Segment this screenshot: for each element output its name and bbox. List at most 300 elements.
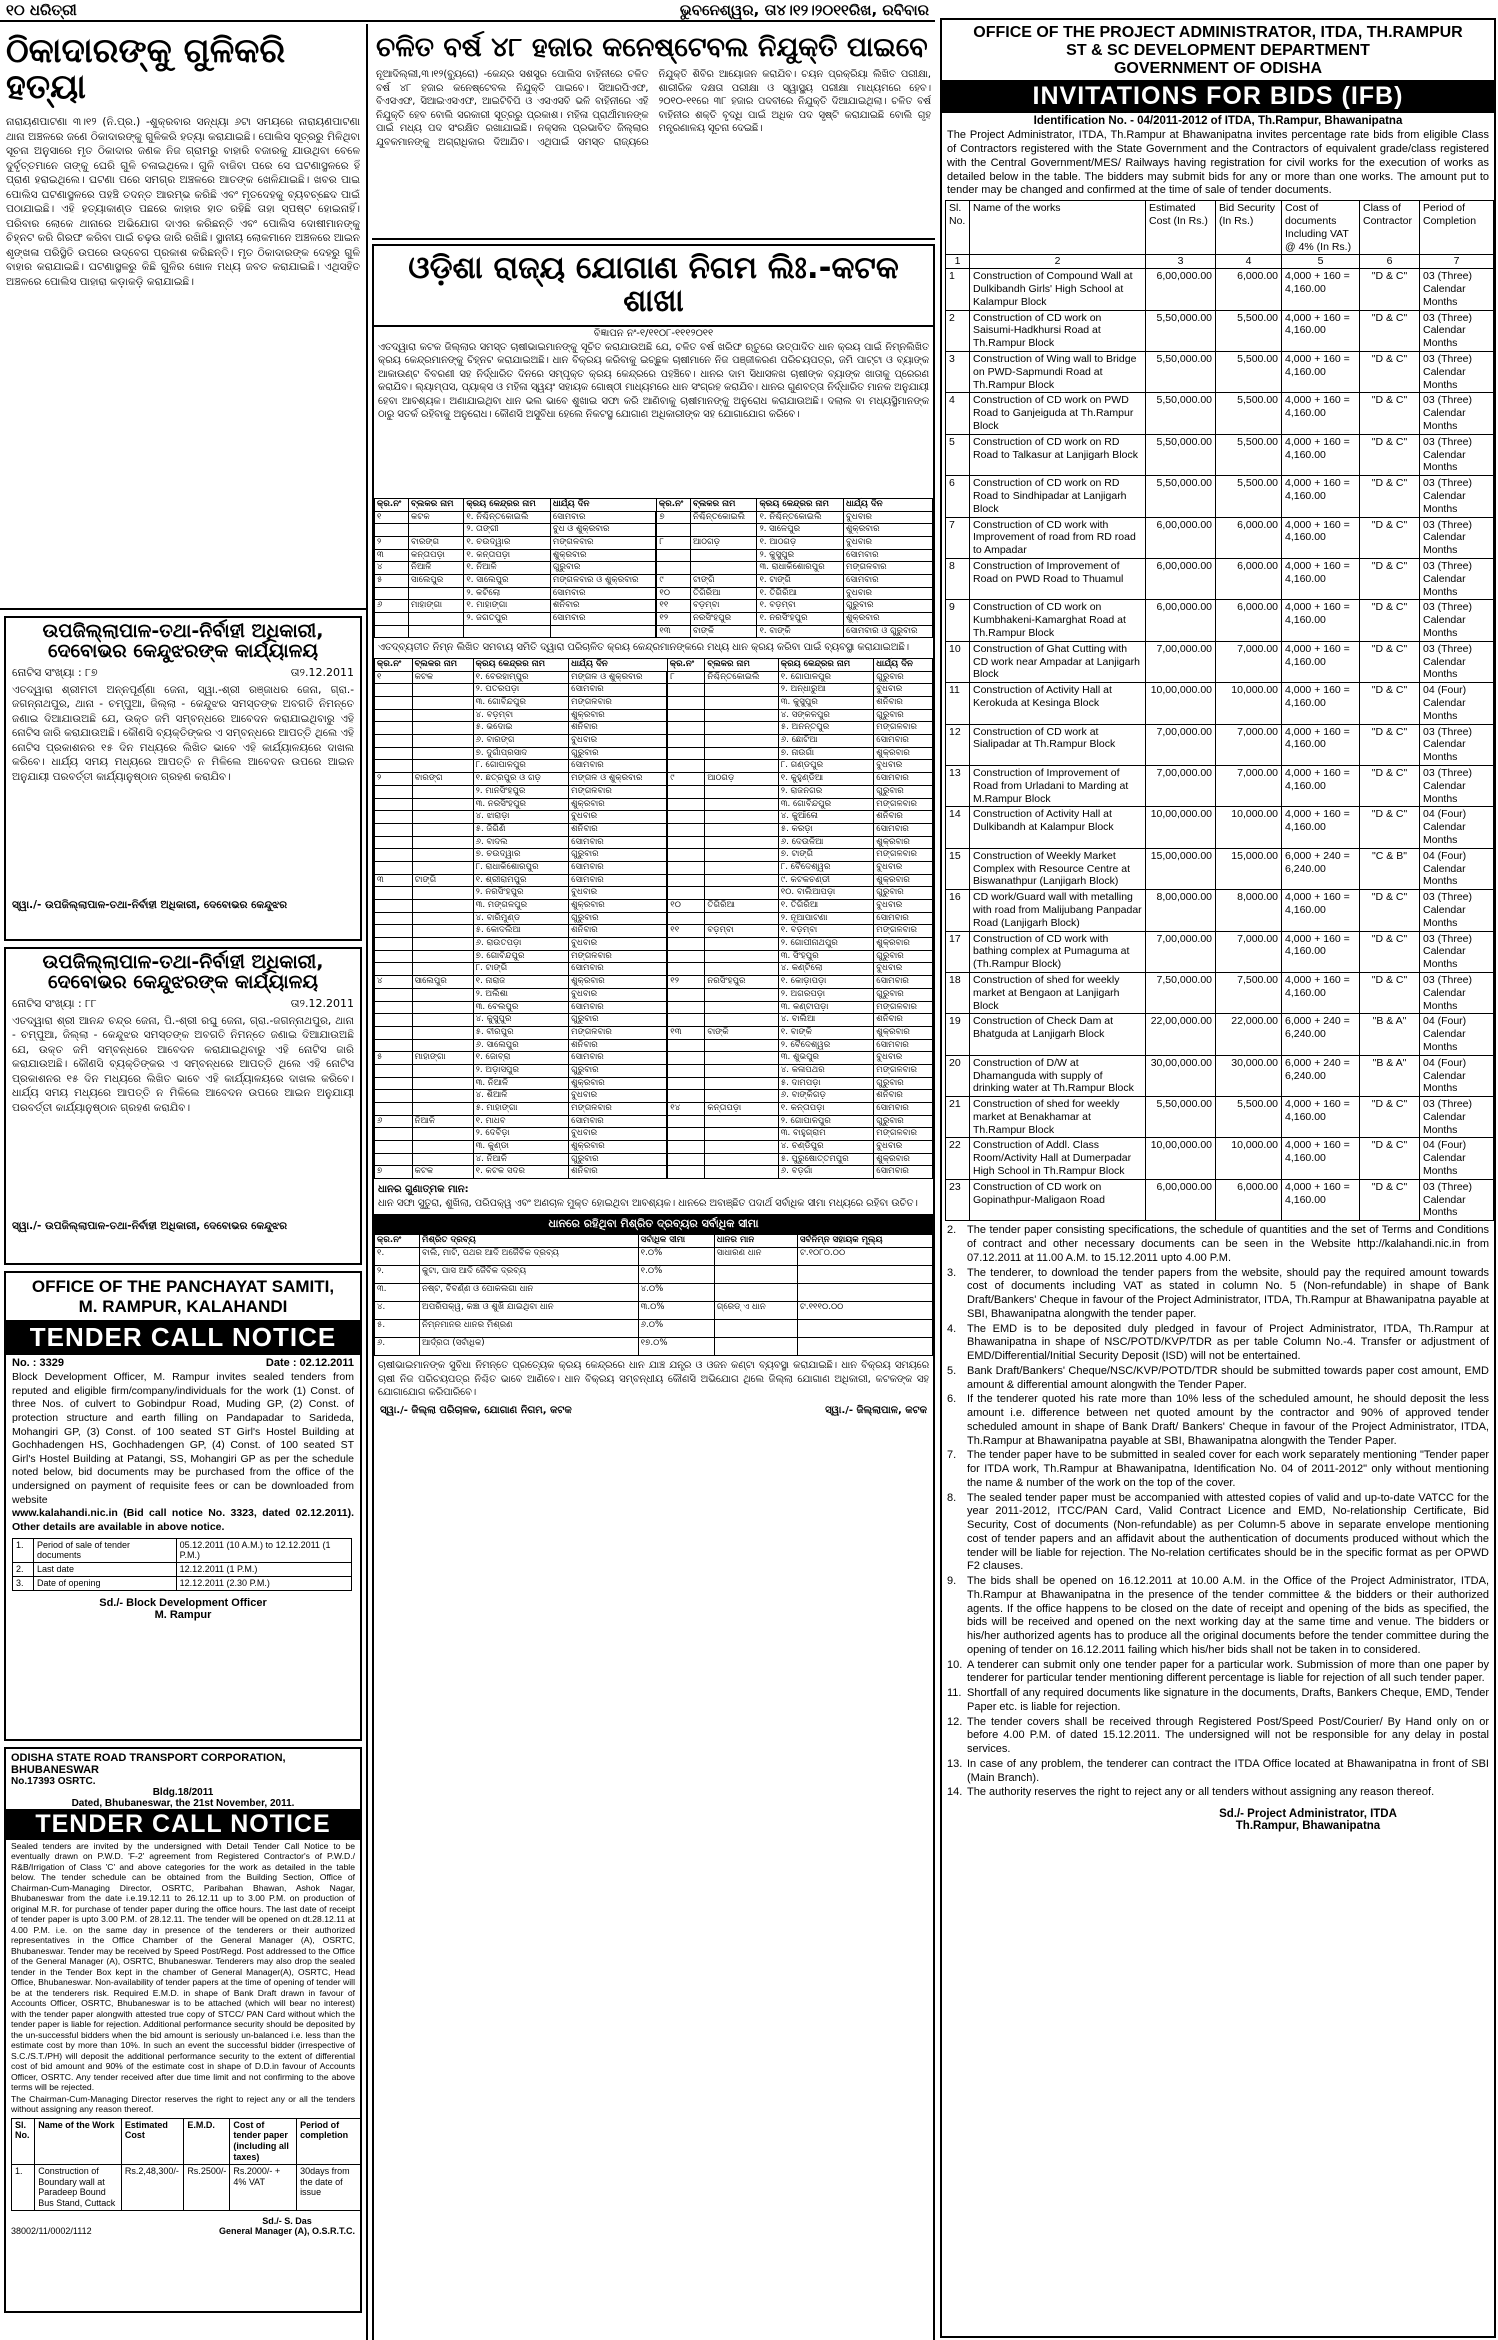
corp-t1-cell: ବାରଙ୍ଗ (409, 536, 464, 549)
corp-t2-row (375, 747, 933, 760)
corp-t2-cell: ଗୁରୁବାର (569, 849, 668, 862)
ifb-col-number: 6 (1360, 255, 1420, 269)
corp-t2-cell: ୧. କନ୍ତାପଡ଼ା (778, 1103, 874, 1116)
corp-t2-cell: ୭ (375, 1166, 413, 1179)
ifb-condition (947, 1393, 1489, 1448)
corp-t2-row (375, 785, 933, 798)
page-number: ୧୦ ଧରିତ୍ରୀ (6, 1, 77, 19)
corp-t2-cell: ୬ (375, 1115, 413, 1128)
corp-t3-cell: ଟ.୧୧୧୦.୦୦ (797, 1302, 932, 1320)
corp-t2-cell: ୧ (375, 671, 413, 684)
schedule-item: Period of sale of tender documents (34, 1538, 177, 1563)
corp-t2-row (375, 1052, 933, 1065)
ifb-row (946, 1138, 1494, 1179)
corp-t2-cell: ସୋମବାର (874, 1103, 933, 1116)
ifb-col-number: 1 (946, 255, 970, 269)
corp-t2-cell: ବାଙ୍କି (705, 1026, 778, 1039)
murder-story (0, 24, 366, 610)
corp-t1-cell: ୧. ଚଉଦ୍ୱାର (464, 536, 551, 549)
corp-t1-cell (375, 587, 409, 600)
ifb-bid-security: 7,000.00 (1216, 931, 1282, 972)
ifb-work-name: CD work/Guard wall with metalling with road from Malijubang Panpadar Road (Lanjigarh Block) (970, 890, 1146, 931)
corp-t3-cell: ଆର୍ଦ୍ରତା (ସର୍ବାଧିକ) (420, 1338, 639, 1356)
corp-t2-row (375, 1103, 933, 1116)
corp-t2-row (375, 925, 933, 938)
ifb-estimated-cost: 5,50,000.00 (1146, 310, 1216, 351)
corp-t2-header-cell: କ୍ରୟ କେନ୍ଦ୍ରର ନାମ (778, 658, 874, 671)
corp-t2-header-row (375, 658, 933, 671)
ifb-row (946, 1179, 1494, 1220)
corp-t2-cell: ଗୁରୁବାର (874, 887, 933, 900)
ifb-condition-number: 13. (947, 1757, 963, 1770)
corp-t3-cell (797, 1284, 932, 1302)
ifb-notice (940, 18, 1496, 2338)
murder-headline: ଠିକାଦାରଙ୍କୁ ଗୁଳିକରି ହତ୍ୟା (6, 31, 286, 107)
ifb-estimated-cost: 10,00,000.00 (1146, 683, 1216, 724)
ifb-period: 03 (Three) Calendar Months (1420, 559, 1494, 600)
corp-table3-title: ଧାନରେ ରହିଥିବା ମିଶ୍ରିତ ଦ୍ରବ୍ୟର ସର୍ବାଧିକ ସୀମା (374, 1214, 933, 1234)
osrtc-header-cell: Name of the Work (35, 2118, 122, 2164)
ifb-condition-number: 6. (947, 1393, 957, 1406)
corp-t3-cell: ସାଧାରଣ ଧାନ (714, 1248, 797, 1266)
corp-t1-header-cell: ବ୍ଲକର ନାମ (409, 498, 464, 511)
sdo-notice-2 (4, 947, 362, 1265)
corp-t2-cell (412, 747, 473, 760)
corp-t2-cell: ବଡ଼ମ୍ବା (705, 925, 778, 938)
corp-t3-cell: ନଷ୍ଟ, ବିବର୍ଣ୍ଣ ଓ ପୋକଲଗା ଧାନ (420, 1284, 639, 1302)
corp-t2-cell (667, 1052, 705, 1065)
corp-t2-cell (375, 1103, 413, 1116)
corp-t1-cell: ମଙ୍ଗଳବାର ଓ ଶୁକ୍ରବାର (550, 575, 656, 588)
corp-t1-cell: ବୁଧବାର (844, 587, 933, 600)
ifb-bid-security: 6,000.00 (1216, 517, 1282, 558)
ifb-estimated-cost: 6,00,000.00 (1146, 600, 1216, 641)
corp-t2-cell: ୮. ଗଣ୍ଡପୁର (778, 760, 874, 773)
corp-t2-cell: ୩ (375, 874, 413, 887)
corp-t1-cell: ୧ (375, 511, 409, 524)
corp-t1-cell: ଶୁକ୍ରବାର (844, 613, 933, 626)
corp-t2-cell (705, 1064, 778, 1077)
corp-t2-cell (667, 684, 705, 697)
corp-t2-cell: ୭. ନାଉଗାଁ (778, 747, 874, 760)
corp-t2-cell: ନିଶ୍ଚିନ୍ତକୋଇଲି (705, 671, 778, 684)
corp-quality-table (374, 1234, 933, 1356)
corp-t2-cell (705, 1052, 778, 1065)
osrtc-header-cell: Cost of tender paper (including all taxes) (230, 2118, 297, 2164)
osrtc-cell: Rs.2500/- (184, 2164, 230, 2210)
corp-t2-cell (667, 735, 705, 748)
corp-t2-cell: ୬. ବାଙ୍କିଗଡ଼ (778, 1090, 874, 1103)
corp-t2-cell (705, 823, 778, 836)
corp-t3-cell: ୧. (375, 1248, 420, 1266)
corp-t2-cell (375, 836, 413, 849)
corp-t2-cell: ୧. କୁହୁଣ୍ଡିଆ (778, 773, 874, 786)
corp-t2-cell: ସୋମବାର (874, 1039, 933, 1052)
ifb-period: 03 (Three) Calendar Months (1420, 393, 1494, 434)
ifb-estimated-cost: 10,00,000.00 (1146, 807, 1216, 848)
ifb-sl: 6 (946, 476, 970, 517)
ifb-bid-security: 5,500.00 (1216, 393, 1282, 434)
ifb-period: 03 (Three) Calendar Months (1420, 434, 1494, 475)
corp-t2-cell (705, 785, 778, 798)
corp-t2-cell (667, 811, 705, 824)
osrtc-cell: Rs.2,48,300/- (121, 2164, 183, 2210)
ifb-sl: 21 (946, 1097, 970, 1138)
corp-t2-cell: ବୁଧବାର (874, 1141, 933, 1154)
corp-t2-cell (412, 950, 473, 963)
corp-t1-cell: ବାଙ୍କି (690, 625, 756, 638)
ifb-row (946, 1097, 1494, 1138)
corp-t2-cell (375, 1077, 413, 1090)
corp-t2-cell (705, 874, 778, 887)
ifb-row (946, 890, 1494, 931)
ifb-bid-security: 7,000.00 (1216, 765, 1282, 806)
ifb-period: 03 (Three) Calendar Months (1420, 931, 1494, 972)
ifb-doc-cost: 6,000 + 240 = 6,240.00 (1282, 848, 1360, 889)
ifb-doc-cost: 4,000 + 160 = 4,160.00 (1282, 1179, 1360, 1220)
corp-t2-cell: ଗୁରୁବାର (874, 1077, 933, 1090)
ifb-doc-cost: 4,000 + 160 = 4,160.00 (1282, 1138, 1360, 1179)
ifb-sl: 23 (946, 1179, 970, 1220)
corp-t2-cell: ମଙ୍ଗଳବାର (569, 697, 668, 710)
osrtc-bldg: Bldg.18/2011 (152, 1787, 214, 1798)
corp-t2-cell: ୧. ଗୋପାଳପୁର (778, 671, 874, 684)
corp-t2-row (375, 861, 933, 874)
corp-t2-cell (705, 747, 778, 760)
corp-t3-cell: ବାଲି, ମାଟି, ପଥର ଆଦି ଅଜୈବିକ ଦ୍ରବ୍ୟ (420, 1248, 639, 1266)
ifb-estimated-cost: 10,00,000.00 (1146, 1138, 1216, 1179)
corp-t2-header-cell: କ୍ର.ନଂ (667, 658, 705, 671)
corp-t2-cell (667, 988, 705, 1001)
corp-t3-cell: ୧.୦% (638, 1248, 714, 1266)
schedule-value: 05.12.2011 (10 A.M.) to 12.12.2011 (1 P.M.) (176, 1538, 351, 1563)
corp-t2-cell: ୪. କୁସୁପୁର (473, 1014, 569, 1027)
corp-t2-cell (412, 1128, 473, 1141)
ifb-office-2: ST & SC DEVELOPMENT DEPARTMENT (1066, 42, 1370, 59)
corp-t3-header-row (375, 1235, 933, 1248)
corp-t1-cell (409, 613, 464, 626)
corp-t2-row (375, 874, 933, 887)
corp-t2-cell: ସୋମବାର (874, 912, 933, 925)
corp-t2-cell (412, 1026, 473, 1039)
corp-t2-cell (667, 1166, 705, 1179)
corp-t3-row (375, 1320, 933, 1338)
corp-t2-cell: ୪. କୁଆଁଳୋ (778, 811, 874, 824)
ifb-condition-number: 2. (947, 1224, 957, 1237)
panchayat-office-1: OFFICE OF THE PANCHAYAT SAMITI, (31, 1277, 335, 1296)
corp-quality-text: ଧାନ ସଫା ସୁତୁରା, ଶୁଖିଲା, ପରିପକ୍ୱ ଏବଂ ଅଣଚାଳ ମୁକ୍ତ ହୋଇଥିବା ଆବଶ୍ୟକ। ଧାନରେ ଅବାଞ୍ଛିତ ପଦାର୍ଥ ସର୍ବାଧିକ ସୀମା ମଧ୍ୟରେ ରହିବା ଉଚିତ। (378, 1197, 918, 1209)
corp-t1-cell (690, 549, 756, 562)
sdo-notice-2-number: ନୋଟିସ ସଂଖ୍ୟା : ୮୮ (12, 996, 97, 1010)
ifb-estimated-cost: 30,00,000.00 (1146, 1055, 1216, 1096)
corp-t1-row (375, 587, 933, 600)
corp-t2-cell (705, 1077, 778, 1090)
corp-t2-cell (705, 697, 778, 710)
corp-t2-cell (667, 1039, 705, 1052)
ifb-doc-cost: 4,000 + 160 = 4,160.00 (1282, 600, 1360, 641)
corp-t1-cell: ସୋମବାର (550, 587, 656, 600)
ifb-row (946, 517, 1494, 558)
ifb-row (946, 476, 1494, 517)
ifb-condition-text: A tenderer can submit only one tender paper for a particular work. Submission of more than one paper by tenderer for particular tender mentioning different percentage is liable for rejection of all such tender paper. (967, 1658, 1489, 1685)
corp-t2-cell: ୬. ବାଦଲ (473, 836, 569, 849)
corp-t1-cell: ୧୩ (656, 625, 690, 638)
corp-t2-row (375, 887, 933, 900)
corp-t2-cell: ୧. ମାଧବ (473, 1115, 569, 1128)
corp-t1-cell: ସୋମବାର (844, 575, 933, 588)
corp-t2-cell (375, 747, 413, 760)
corp-t2-cell: ୧. ବଡ଼ମ୍ବା (778, 925, 874, 938)
corp-t2-cell: ୩. କୁସୁପୁର (778, 697, 874, 710)
corp-t2-cell: ଶନିବାର (569, 1166, 668, 1179)
corp-t2-cell: ୧. ବାଙ୍କି (778, 1026, 874, 1039)
corp-t2-cell: ୨. ପତରପଡ଼ା (473, 684, 569, 697)
corp-t2-cell (667, 760, 705, 773)
corp-t2-row (375, 1001, 933, 1014)
corp-t2-cell (375, 798, 413, 811)
corp-t2-cell: ଶନିବାର (569, 823, 668, 836)
ifb-period: 03 (Three) Calendar Months (1420, 972, 1494, 1013)
corp-t2-cell (412, 684, 473, 697)
corp-t2-cell: ୩. ନରସିଂହପୁର (473, 798, 569, 811)
osrtc-row (12, 2164, 361, 2210)
corp-t2-cell (375, 950, 413, 963)
osrtc-header-cell: Sl. No. (12, 2118, 35, 2164)
osrtc-header-cell: Period of completion (297, 2118, 361, 2164)
corp-t2-cell (412, 1001, 473, 1014)
ifb-doc-cost: 4,000 + 160 = 4,160.00 (1282, 724, 1360, 765)
ifb-doc-cost: 4,000 + 160 = 4,160.00 (1282, 1097, 1360, 1138)
corp-t2-cell (375, 823, 413, 836)
ifb-condition (947, 1687, 1489, 1715)
ifb-bid-security: 6,000.00 (1216, 1179, 1282, 1220)
corp-t2-cell (705, 836, 778, 849)
corp-t2-cell: ଶୁକ୍ରବାର (874, 836, 933, 849)
corp-t1-header-cell: ଧାର୍ଯ୍ୟ ଦିନ (550, 498, 656, 511)
corp-t2-cell (667, 1115, 705, 1128)
ifb-col-number: 2 (970, 255, 1146, 269)
corp-t2-cell (667, 1001, 705, 1014)
ifb-condition (947, 1716, 1489, 1757)
ifb-work-name: Construction of Activity Hall at Kerokuda at Kesinga Block (970, 683, 1146, 724)
ifb-period: 03 (Three) Calendar Months (1420, 476, 1494, 517)
corp-t2-cell: ଶୁକ୍ରବାର (569, 900, 668, 913)
corp-t2-cell: ଗୁରୁବାର (569, 1153, 668, 1166)
ifb-period: 03 (Three) Calendar Months (1420, 1097, 1494, 1138)
corp-t2-cell: ଶୁକ୍ରବାର (874, 1153, 933, 1166)
corp-t2-cell: ନିଆଳି (412, 1115, 473, 1128)
ifb-class: "D & C" (1360, 517, 1420, 558)
osrtc-sign-1: Sd./- S. Das (262, 2215, 312, 2226)
corp-t2-cell: ୪. କଣ୍ଟିଲୋ (778, 963, 874, 976)
ifb-estimated-cost: 5,50,000.00 (1146, 476, 1216, 517)
corp-t2-cell: କଟକ (412, 671, 473, 684)
corp-t2-cell (412, 722, 473, 735)
osrtc-sign-2: General Manager (A), O.S.R.T.C. (218, 2225, 355, 2236)
ifb-period: 04 (Four) Calendar Months (1420, 683, 1494, 724)
corp-t1-row (375, 549, 933, 562)
corp-t2-cell: ଟାଙ୍ଗି (412, 874, 473, 887)
corp-t2-cell: ବୁଧବାର (569, 811, 668, 824)
ifb-sl: 8 (946, 559, 970, 600)
ifb-class: "B & A" (1360, 1014, 1420, 1055)
corp-t2-cell: ୧୪ (667, 1103, 705, 1116)
corp-t3-cell: କୁଟା, ଘାସ ଆଦି ଜୈବିକ ଦ୍ରବ୍ୟ (420, 1266, 639, 1284)
corp-t2-cell: ସାଲେପୁର (412, 976, 473, 989)
corp-t2-cell (412, 1103, 473, 1116)
ifb-bid-security: 6,000.00 (1216, 269, 1282, 310)
corp-t2-cell: ୨. ଅଡ଼ାସପୁର (473, 1064, 569, 1077)
ifb-row (946, 972, 1494, 1013)
ifb-estimated-cost: 7,00,000.00 (1146, 641, 1216, 682)
corp-t1-row (375, 575, 933, 588)
corp-t2-cell: ବୁଧବାର (874, 963, 933, 976)
corp-t2-cell (412, 823, 473, 836)
corp-t3-cell: ୪.୦% (638, 1284, 714, 1302)
corp-t2-cell: ୧୦. ବାଲିଆପଡ଼ା (778, 887, 874, 900)
ifb-row (946, 724, 1494, 765)
panchayat-meta (6, 1355, 360, 1371)
ifb-estimated-cost: 7,00,000.00 (1146, 765, 1216, 806)
constable-headline: ଚଳିତ ବର୍ଷ ୪୮ ହଜାର କନେଷ୍ଟେବଲ ନିଯୁକ୍ତି ପାଇବେ (376, 32, 928, 63)
corp-t2-cell: ଶୁକ୍ରବାର (569, 976, 668, 989)
corp-t1-cell: ସୋମବାର (844, 549, 933, 562)
corp-t2-row (375, 836, 933, 849)
ifb-col-number: 7 (1420, 255, 1494, 269)
corp-t1-cell: ୧. ଟାଙ୍ଗି (757, 575, 844, 588)
osrtc-banner: TENDER CALL NOTICE (6, 1809, 360, 1840)
osrtc-body: Sealed tenders are invited by the undersigned with Detail Tender Call Notice to be eventually drawn on P.W.D. 'F-2' agreement from Registered Contractor's of P.W.D./ R&B/Irrigation of Class 'C' and above categories for the work as detailed in the table below. The tender schedule can be obtained from the Building Section, Office of Chairman-Cum-Managing Director, OSRTC, Paribahan Bhawan, Ashok Nagar, Bhubaneswar from the date i.e.19.12.11 to 26.12.11 up to 3.00 P.M. on production of original M.R. for purchase of tender paper during the office hours. The last date of receipt of tender paper is upto 3.00 P.M. of 28.12.11. The tender will be opened on dt.28.12.11 at 4.00 P.M. i.e. on the same day in presence of the tenderers or their authorized representatives in the Office Chamber of the General Manager (A), OSRTC, Bhubaneswar. Tender may be received by Speed Post/Regd. Post addressed to the Office of the General Manager (A), OSRTC, Bhubaneswar. Tenderers may also drop the sealed tender in the Tender Box kept in the chamber of General Manager(A), OSRTC, Head Office, Bhubaneswar. Non-availability of tender papers at the time of opening of tender will be at the tenderers risk. Required E.M.D. in shape of Bank Draft drawn in favour of Accounts Officer, OSRTC, Bhubaneswar is to be attached (which will bear no interest) with the tender paper alongwith attested true copy of STCC/ PAN Card without which the tender paper is liable for rejection. Additional performance security should be deposited by the un-successful bidders when the bid amount is seriously un-balanced i.e. less than the estimate cost by more than 10%. In such an event the successful bidder (irrespective of S.C./S.T./PH) will deposit the additional performance security to the extent of differential cost of bid amount and 90% of the estimate cost in shape of D.D.in favour of Accounts Officer, OSRTC. Any tender received after due time limit and not confirming to the above terms will be rejected. (11, 1841, 355, 2093)
corp-t2-cell (375, 938, 413, 951)
corp-t2-cell: ୪. କଳାପଥର (778, 1064, 874, 1077)
corp-t2-cell: ତିଗିରିଆ (705, 900, 778, 913)
corp-t1-cell: ୧. ନରସିଂହପୁର (757, 613, 844, 626)
ifb-condition-number: 7. (947, 1449, 957, 1462)
ifb-condition-text: The tenderer, to download the tender papers from the website, should pay the required amount towards cost of documents including VAT as stated in column No. 5 (Non-refundable) in shape of Bank Draft/Bankers' Cheque in favour of the Project Administrator, ITDA, Th.Rampur at Bhawanipatna payable at SBI, Bhawanipatna alongwith the tender paper. (967, 1266, 1489, 1320)
page-header (0, 0, 935, 22)
corp-t1-header-cell: କ୍ରୟ କେନ୍ଦ୍ରର ନାମ (757, 498, 844, 511)
ifb-doc-cost: 4,000 + 160 = 4,160.00 (1282, 434, 1360, 475)
corp-t1-cell: ୨. ତାଙ୍ଗୀ (464, 524, 551, 537)
corp-t2-cell (412, 709, 473, 722)
sdo-notice-1-meta (12, 666, 354, 680)
corp-t2-cell: ଗୁରୁବାର (569, 1064, 668, 1077)
corp-t2-cell (705, 1141, 778, 1154)
corp-t2-cell (375, 925, 413, 938)
dateline: ଭୁବନେଶ୍ୱର, ତା୪।୧୨।୨୦୧୧ରିଖ, ରବିବାର (679, 1, 929, 19)
corp-t2-row (375, 950, 933, 963)
ifb-work-name: Construction of Check Dam at Bhatguda at Lanjigarh Block (970, 1014, 1146, 1055)
corp-t2-cell: ବୁଧବାର (874, 684, 933, 697)
corp-t2-cell: ୩. ନିଆଳି (473, 1077, 569, 1090)
corp-t2-header-cell: ବ୍ଲକର ନାମ (412, 658, 473, 671)
ifb-row (946, 434, 1494, 475)
corp-t2-cell: ୩. ଗୋବିନ୍ଦପୁର (473, 697, 569, 710)
corp-t2-cell: ୧. ଶ୍ରୀରାମପୁର (473, 874, 569, 887)
constable-body: ନୂଆଦିଲ୍ଲୀ,୩।୧୨(ବ୍ୟୁରୋ) -କେନ୍ଦ୍ର ସଶସ୍ତ୍ର ପୋଲିସ ବାହିନୀରେ ଚଳିତ ବର୍ଷ ୪୮ ହଜାର କନେଷ୍ଟେବଲ ନିଯୁକ୍ତି ପାଇବେ। ସିଆରପିଏଫ, ବିଏସଏଫ, ସିଆଇଏସଏଫ, ଆଇଟିବିପି ଓ ଏସଏସବି ଭଳି ବାହିନୀରେ ଏହି ନିଯୁକ୍ତି ହେବ ବୋଲି ସରକାରୀ ସୂତ୍ରରୁ ପ୍ରକାଶ। ମହିଳା ପ୍ରାର୍ଥୀମାନଙ୍କ ପାଇଁ ମଧ୍ୟ ପଦ ସଂରକ୍ଷିତ ରଖାଯାଇଛି। ନକ୍ସଲ ପ୍ରଭାବିତ ଜିଲ୍ଲାର ଯୁବକମାନଙ୍କୁ ଅଗ୍ରାଧିକାର ଦିଆଯିବ। ଏଥିପାଇଁ ସମସ୍ତ ରାଜ୍ୟରେ ନିଯୁକ୍ତି ଶିବିର ଆୟୋଜନ କରାଯିବ। ଚୟନ ପ୍ରକ୍ରିୟା ଲିଖିତ ପରୀକ୍ଷା, ଶାରୀରିକ ଦକ୍ଷତା ପରୀକ୍ଷା ଓ ସ୍ୱାସ୍ଥ୍ୟ ପରୀକ୍ଷା ମାଧ୍ୟମରେ ହେବ। ୨୦୧୦-୧୧ରେ ୩୮ ହଜାର ପଦବୀରେ ନିଯୁକ୍ତି ଦିଆଯାଇଥିଲା। ଚଳିତ ବର୍ଷ ବାହିନୀର ଶକ୍ତି ବୃଦ୍ଧି ପାଇଁ ଅଧିକ ପଦ ସୃଷ୍ଟି କରାଯାଇଛି ବୋଲି ଗୃହ ମନ୍ତ୍ରଣାଳୟ ସୂଚନା ଦେଇଛି। (376, 69, 931, 148)
ifb-work-name: Construction of CD work with bathing complex at Pumaguma at (Th.Rampur Block) (970, 931, 1146, 972)
ifb-row (946, 641, 1494, 682)
ifb-doc-cost: 4,000 + 160 = 4,160.00 (1282, 683, 1360, 724)
corp-t2-cell: ୨. ଗୋପୀନାଥପୁର (778, 938, 874, 951)
corp-t2-cell: ମାହାଙ୍ଗା (412, 1052, 473, 1065)
osrtc-header-cell: Estimated Cost (121, 2118, 183, 2164)
supplies-corp-notice (372, 244, 935, 2340)
corp-t2-row (375, 1128, 933, 1141)
corp-t2-row (375, 1077, 933, 1090)
corp-t2-cell: ୪. ବାରିମୁଣ୍ଡ (473, 912, 569, 925)
ifb-condition (947, 1323, 1489, 1364)
corp-t2-cell: ୩. କୁଣ୍ଡା (473, 1141, 569, 1154)
ifb-doc-cost: 4,000 + 160 = 4,160.00 (1282, 269, 1360, 310)
osrtc-signature (219, 2216, 355, 2236)
ifb-work-name: Construction of Activity Hall at Dulkibandh at Kalampur Block (970, 807, 1146, 848)
corp-signatures (374, 1403, 933, 1418)
corp-t1-cell: ମଙ୍ଗଳବାର (844, 562, 933, 575)
ifb-sign-1: Sd./- Project Administrator, ITDA (1219, 1808, 1397, 1821)
ifb-condition-text: The authority reserves the right to reject any or all tenders without assigning any reason thereof. (967, 1786, 1435, 1799)
ifb-doc-cost: 4,000 + 160 = 4,160.00 (1282, 931, 1360, 972)
corp-t2-cell: ବୁଧବାର (874, 861, 933, 874)
corp-t1-cell: ସାଲେପୁର (409, 575, 464, 588)
corp-t2-row (375, 823, 933, 836)
ifb-bid-security: 6,000.00 (1216, 559, 1282, 600)
corp-t2-cell: ସୋମବାର (874, 976, 933, 989)
corp-t3-cell: ଟ.୧୦୮୦.୦୦ (797, 1248, 932, 1266)
corp-t2-cell: ମଙ୍ଗଳବାର (874, 798, 933, 811)
constable-story (372, 24, 935, 240)
corp-t3-cell: ୩.୦% (638, 1302, 714, 1320)
corp-t2-cell (412, 1014, 473, 1027)
ifb-estimated-cost: 5,50,000.00 (1146, 434, 1216, 475)
ifb-condition (947, 1267, 1489, 1322)
ifb-work-name: Construction of D/W at Dhamanguda with supply of drinking water at Th.Rampur Block (970, 1055, 1146, 1096)
corp-t2-cell: ୪. ଶିଆଳି (473, 1090, 569, 1103)
corp-t1-cell: ଟାଙ୍ଗି (690, 575, 756, 588)
ifb-class: "D & C" (1360, 890, 1420, 931)
sdo-notice-2-body: ଏତଦ୍ୱାରା ଶ୍ରୀ ଆନନ୍ଦ ଚନ୍ଦ୍ର ଜେନା, ପି.-ଶ୍ରୀ ରଘୁ ଜେନା, ଗ୍ରା.-ଜଗନ୍ନାଥପୁର, ଥାନା - ଚମ୍ପୁଆ, ଜିଲ୍ଲା - କେନ୍ଦୁଝର ସମସ୍ତଙ୍କ ଅବଗତି ନିମନ୍ତେ ଜଣାଇ ଦିଆଯାଉଅଛି ଯେ, ଉକ୍ତ ଜମି ସମ୍ବନ୍ଧରେ ଆବେଦନ କରାଯାଇଥିବାରୁ ଏହି ନୋଟିସ ଜାରି କରାଯାଉଅଛି। କୌଣସି ବ୍ୟକ୍ତିଙ୍କର ଏ ସମ୍ବନ୍ଧରେ ଆପତ୍ତି ଥିଲେ ଏହି ନୋଟିସ ପ୍ରକାଶନର ୧୫ ଦିନ ମଧ୍ୟରେ ଲିଖିତ ଭାବେ ଏହି କାର୍ଯ୍ୟାଳୟରେ ଦାଖଲ କରିବେ। ଧାର୍ଯ୍ୟ ସମୟ ମଧ୍ୟରେ ଆପତ୍ତି ନ ମିଳିଲେ ଆବେଦନ ଉପରେ ଆଇନ ଅନୁଯାୟୀ ପରବର୍ତ୍ତୀ କାର୍ଯ୍ୟାନୁଷ୍ଠାନ ଗ୍ରହଣ କରାଯିବ। (12, 1014, 354, 1114)
corp-t2-cell: ଶୁକ୍ରବାର (874, 747, 933, 760)
corp-t2-cell: ୧୨ (667, 976, 705, 989)
corp-t2-cell: ୬. ବାରଙ୍ଗ (473, 735, 569, 748)
ifb-condition-text: The EMD is to be deposited duly pledged in favour of Project Administrator, ITDA, Th.Rampur at Bhawanipatna in shape of NSC/POTD/KVP/TDR as per table Column No.-4. Transfer or adjustment of EMD/Differential/Initial Security Deposit (ISD) will not be entertained. (967, 1322, 1489, 1363)
ifb-class: "D & C" (1360, 724, 1420, 765)
osrtc-header-row (12, 2118, 361, 2164)
left-column (0, 24, 368, 2340)
corp-t1-cell: ୧. ନିଶ୍ଚିନ୍ତକୋଇଲି (757, 511, 844, 524)
corp-t3-cell (797, 1338, 932, 1356)
ifb-sl: 14 (946, 807, 970, 848)
corp-t2-cell: ବାରଙ୍ଗ (412, 773, 473, 786)
ifb-condition-text: The tender paper have to be submitted in sealed cover for each work separately mentioning "Tender paper for ITDA work, Th.Rampur at Bhawanipatna, Identification No. 04 of 2011-2012" only without mentioning the name & number of the work on the top of the cover. (967, 1449, 1489, 1489)
corp-t2-cell (667, 938, 705, 951)
corp-t2-cell: ଶୁକ୍ରବାର (874, 1026, 933, 1039)
corp-t2-cell: ୫. ଭଦୋଇ (473, 722, 569, 735)
corp-t2-cell: ୪ (375, 976, 413, 989)
panchayat-sign-2: M. Rampur (154, 1608, 212, 1621)
ifb-bid-security: 7,500.00 (1216, 972, 1282, 1013)
corp-t2-cell: ୩. ସିଂହପୁର (778, 950, 874, 963)
ifb-class: "D & C" (1360, 931, 1420, 972)
ifb-doc-cost: 4,000 + 160 = 4,160.00 (1282, 517, 1360, 558)
corp-t3-cell: ଗ୍ରେଡ୍ ଏ ଧାନ (714, 1302, 797, 1320)
ifb-period: 03 (Three) Calendar Months (1420, 641, 1494, 682)
ifb-row (946, 310, 1494, 351)
ifb-condition (947, 1449, 1489, 1490)
ifb-bid-security: 10,000.00 (1216, 683, 1282, 724)
corp-t1-cell (464, 625, 551, 638)
ifb-doc-cost: 4,000 + 160 = 4,160.00 (1282, 641, 1360, 682)
